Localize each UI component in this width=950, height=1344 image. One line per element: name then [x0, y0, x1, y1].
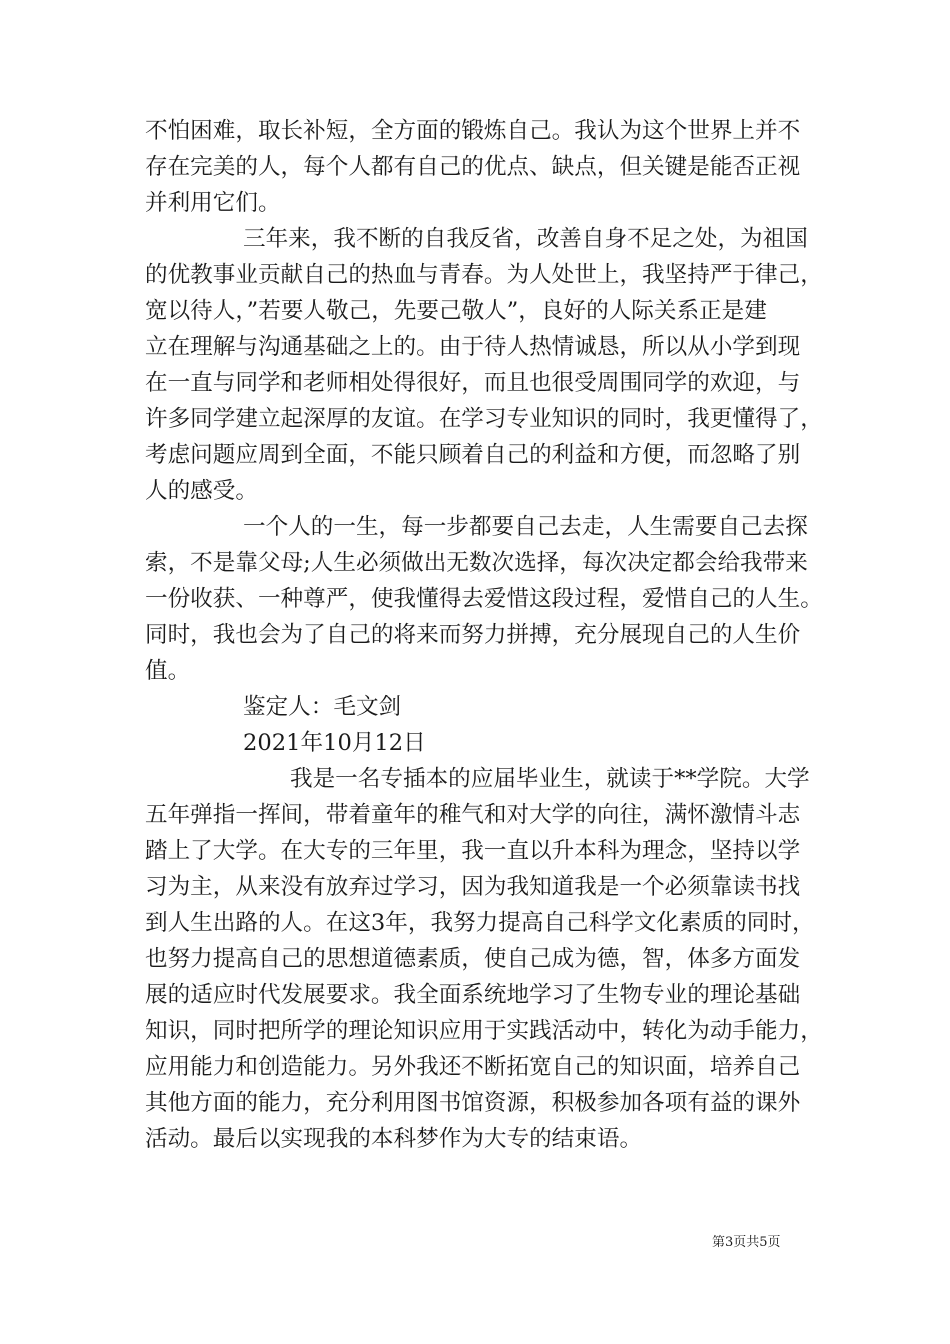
document-body [145, 113, 825, 1157]
text-line: 许多同学建立起深厚的友谊。在学习专业知识的同时，我更懂得了， [145, 406, 823, 432]
text-line: 到人生出路的人。在这3年，我努力提高自己科学文化素质的同时， [145, 910, 815, 936]
text-line: 习为主，从来没有放弃过学习，因为我知道我是一个必须靠读书找 [145, 874, 801, 900]
text-line: 的优教事业贡献自己的热血与青春。为人处世上，我坚持严于律己， [145, 262, 823, 288]
text-line: 展的适应时代发展要求。我全面系统地学习了生物专业的理论基础 [145, 982, 801, 1008]
text-line: 同时，我也会为了自己的将来而努力拼搏，充分展现自己的人生价 [145, 622, 801, 648]
date-line: 2021年10月12日 [243, 730, 426, 756]
paragraph-5 [145, 761, 825, 1157]
paragraph-2 [145, 221, 825, 509]
text-line: 索，不是靠父母;人生必须做出无数次选择，每次决定都会给我带来 [145, 550, 808, 576]
text-line: 并利用它们。 [145, 190, 281, 216]
paragraph-1 [145, 113, 825, 221]
appraiser-line: 鉴定人：毛文剑 [243, 694, 402, 720]
text-line: 五年弹指一挥间，带着童年的稚气和对大学的向往，满怀激情斗志 [145, 802, 801, 828]
text-line: 一个人的一生，每一步都要自己去走，人生需要自己去探 [243, 514, 808, 540]
text-line: 人的感受。 [145, 478, 258, 504]
text-line: 值。 [145, 658, 191, 684]
text-line: 应用能力和创造能力。另外我还不断拓宽自己的知识面，培养自己 [145, 1054, 801, 1080]
text-line: 立在理解与沟通基础之上的。由于待人热情诚恳，所以从小学到现 [145, 334, 801, 360]
paragraph-3 [145, 509, 825, 689]
text-line: 考虑问题应周到全面，不能只顾着自己的利益和方便，而忽略了别 [145, 442, 801, 468]
signature-block [145, 689, 825, 761]
text-line: 在一直与同学和老师相处得很好，而且也很受周围同学的欢迎，与 [145, 370, 801, 396]
text-line: 也努力提高自己的思想道德素质，使自己成为德，智，体多方面发 [145, 946, 801, 972]
text-line: 三年来，我不断的自我反省，改善自身不足之处，为祖国 [243, 226, 808, 252]
text-line: 宽以待人，”若要人敬己，先要己敬人”，良好的人际关系正是建 [145, 298, 767, 324]
text-line: 存在完美的人，每个人都有自己的优点、缺点，但关键是能否正视 [145, 154, 801, 180]
text-line: 我是一名专插本的应届毕业生，就读于**学院。大学 [290, 766, 810, 792]
text-line: 其他方面的能力，充分利用图书馆资源，积极参加各项有益的课外 [145, 1090, 801, 1116]
text-line: 一份收获、一种尊严，使我懂得去爱惜这段过程，爱惜自己的人生。 [145, 586, 823, 612]
page-number-footer: 第3页共5页 [712, 1235, 781, 1250]
text-line: 知识，同时把所学的理论知识应用于实践活动中，转化为动手能力， [145, 1018, 823, 1044]
text-line: 不怕困难，取长补短，全方面的锻炼自己。我认为这个世界上并不 [145, 118, 801, 144]
text-line: 活动。最后以实现我的本科梦作为大专的结束语。 [145, 1126, 643, 1152]
text-line: 踏上了大学。在大专的三年里，我一直以升本科为理念，坚持以学 [145, 838, 801, 864]
